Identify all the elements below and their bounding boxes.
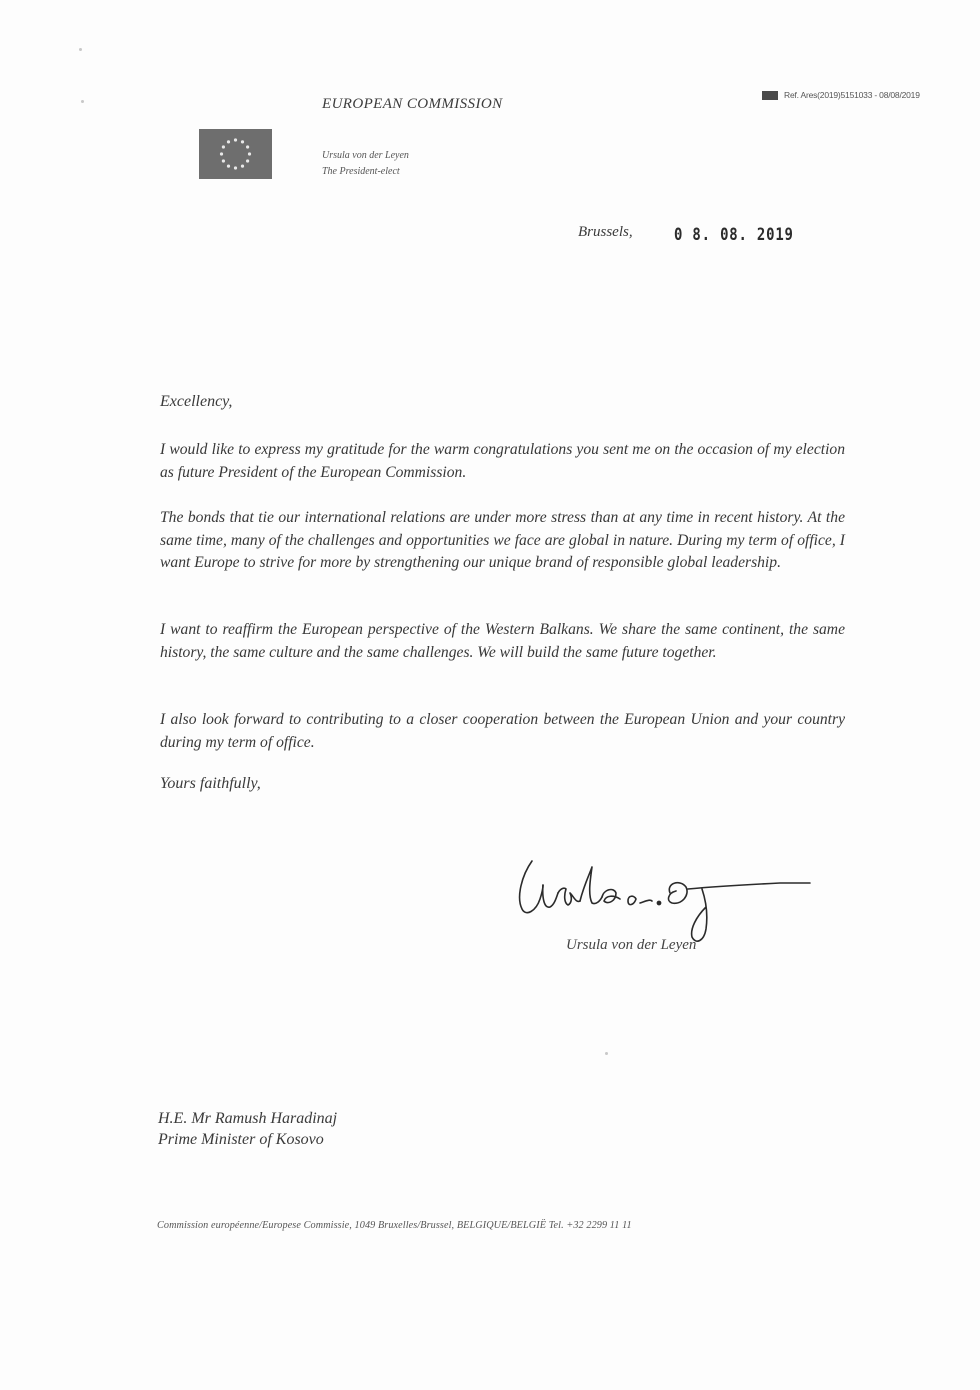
salutation: Excellency,	[160, 393, 233, 410]
eu-flag-logo	[199, 129, 272, 179]
recipient-role: Prime Minister of Kosovo	[158, 1131, 324, 1148]
reference-stamp	[762, 90, 920, 100]
signer-name: Ursula von der Leyen	[566, 937, 697, 953]
scan-speck	[605, 1052, 608, 1055]
body-paragraph: The bonds that tie our international relations are under more stress than at any time in recent history. At the same time, many of the challenges and opportunities we face are global in nature. During my term of office, I want Europe to strive for more by strengthening our unique brand of responsible global leadership.	[160, 509, 845, 571]
scan-speck	[79, 48, 82, 51]
body-paragraph: I want to reaffirm the European perspective of the Western Balkans. We share the same continent, the same history, the same culture and the same challenges. We will build the same future together.	[160, 621, 845, 661]
date-stamp: 0 8. 08. 2019	[674, 225, 794, 245]
footer-address: Commission européenne/Europese Commissie, 1049 Bruxelles/Brussel, BELGIQUE/BELGIË Tel. +32 2299 11 11	[157, 1220, 632, 1231]
eu-stars-icon	[199, 129, 272, 179]
body-paragraph: I also look forward to contributing to a closer cooperation between the European Union and your country during my term of office.	[160, 711, 845, 751]
scan-speck	[81, 100, 84, 103]
sender-role: The President-elect	[322, 166, 400, 177]
institution-title: EUROPEAN COMMISSION	[322, 96, 503, 112]
reference-text: Ref. Ares(2019)5151033 - 08/08/2019	[784, 90, 920, 100]
closing: Yours faithfully,	[160, 775, 261, 792]
sender-name: Ursula von der Leyen	[322, 150, 409, 161]
recipient-name: H.E. Mr Ramush Haradinaj	[158, 1110, 338, 1127]
date-city: Brussels,	[578, 224, 633, 240]
eu-flag-icon	[762, 91, 778, 100]
body-paragraph: I would like to express my gratitude for the warm congratulations you sent me on the occasion of my election as future President of the European Commission.	[160, 441, 845, 481]
